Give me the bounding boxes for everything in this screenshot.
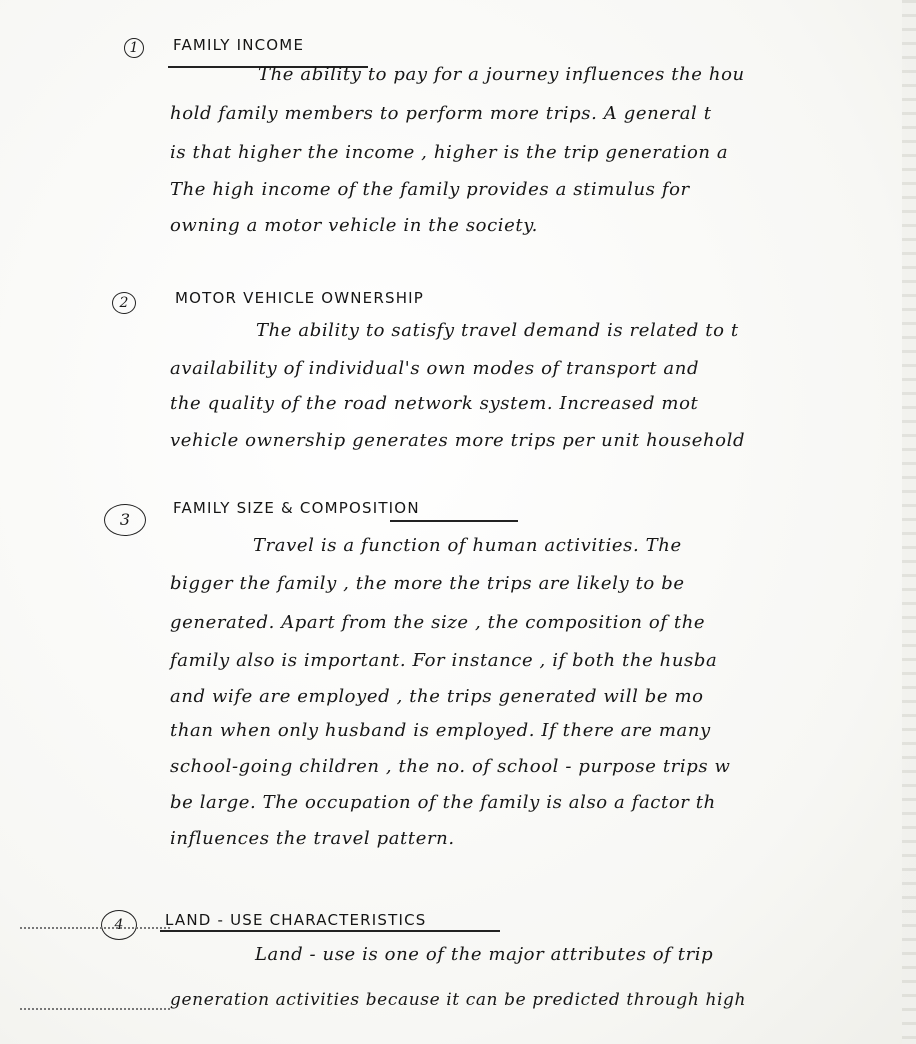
- text-line: The high income of the family provides a stimulus for: [170, 179, 690, 200]
- section-number-marker: 3: [104, 504, 146, 536]
- text-line: the quality of the road network system. Increased mot: [170, 393, 699, 414]
- heading-underline: [390, 520, 518, 522]
- text-line: generated. Apart from the size , the composition of the: [170, 612, 706, 633]
- text-line: availability of individual's own modes of transport and: [170, 358, 700, 379]
- text-line: and wife are employed , the trips generated will be mo: [170, 686, 704, 707]
- section-number-marker: 4: [101, 910, 137, 940]
- dotted-rule: [20, 1008, 170, 1010]
- text-line: hold family members to perform more trips. A general t: [170, 103, 712, 124]
- text-line: than when only husband is employed. If there are many: [170, 720, 711, 741]
- text-line: The ability to satisfy travel demand is related to t: [256, 320, 739, 341]
- section-heading: MOTOR VEHICLE OWNERSHIP: [175, 289, 425, 307]
- text-line: vehicle ownership generates more trips per unit household: [170, 430, 746, 451]
- dotted-rule: [20, 927, 170, 929]
- section-heading: LAND - USE CHARACTERISTICS: [165, 911, 427, 929]
- text-line: Travel is a function of human activities. The: [253, 535, 682, 556]
- text-line: family also is important. For instance , if both the husba: [170, 650, 718, 671]
- text-line: be large. The occupation of the family is also a factor th: [170, 792, 716, 813]
- heading-underline: [160, 930, 500, 932]
- text-line: bigger the family , the more the trips are likely to be: [170, 573, 685, 594]
- section-number-marker: 1: [124, 38, 144, 58]
- text-line: generation activities because it can be predicted through high: [170, 990, 747, 1010]
- text-line: influences the travel pattern.: [170, 828, 455, 849]
- text-line: owning a motor vehicle in the society.: [170, 215, 538, 236]
- text-line: school-going children , the no. of school - purpose trips w: [170, 756, 731, 777]
- text-line: Land - use is one of the major attributes of trip: [255, 944, 714, 965]
- text-line: is that higher the income , higher is the trip generation a: [170, 142, 729, 163]
- text-line: The ability to pay for a journey influences the hou: [258, 64, 745, 85]
- page-binding-edge: [902, 0, 916, 1044]
- section-number-marker: 2: [112, 292, 136, 314]
- section-heading: FAMILY SIZE & COMPOSITION: [173, 499, 420, 517]
- section-heading: FAMILY INCOME: [173, 36, 305, 54]
